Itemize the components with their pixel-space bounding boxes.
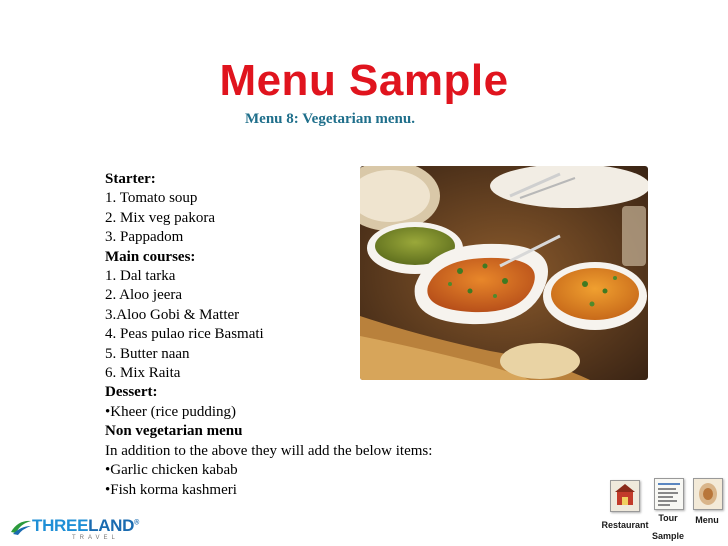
menu-item: 3. Pappadom	[105, 229, 184, 246]
menu-item: 6. Mix Raita	[105, 365, 181, 382]
dessert-heading: Dessert:	[105, 384, 158, 401]
food-photo-drawing	[360, 166, 648, 380]
logo-brand-three: THREE	[32, 516, 89, 535]
logo-trademark: ®	[134, 519, 139, 527]
menu-item: •Garlic chicken kabab	[105, 462, 238, 479]
logo-swoosh-icon	[10, 518, 32, 536]
food-photo	[360, 166, 648, 380]
menu-item: •Fish korma kashmeri	[105, 481, 237, 498]
menu-item: •Kheer (rice pudding)	[105, 403, 237, 420]
menu-item: 1. Tomato soup	[105, 190, 198, 207]
restaurant-thumbnail-icon[interactable]	[610, 480, 640, 512]
menu-item: 4. Peas pulao rice Basmati	[105, 326, 264, 343]
menu-item: 5. Butter naan	[105, 345, 190, 362]
menu-item: 2. Mix veg pakora	[105, 209, 215, 226]
tour-sample-thumbnail-drawing	[655, 479, 683, 509]
tour-link-line1[interactable]: Tour	[658, 513, 678, 523]
menu-item: 3.Aloo Gobi & Matter	[105, 306, 240, 323]
menu-item: 2. Aloo jeera	[105, 287, 183, 304]
starter-heading: Starter:	[105, 171, 156, 187]
restaurant-link[interactable]: Restaurant	[601, 520, 649, 530]
restaurant-thumbnail-drawing	[611, 481, 639, 511]
menu-link[interactable]: Menu	[695, 515, 719, 525]
logo-tagline: TRAVEL	[72, 535, 119, 541]
menu-thumbnail-icon[interactable]	[693, 478, 723, 510]
menu-thumbnail-drawing	[694, 479, 722, 509]
nonveg-intro: In addition to the above they will add the below items:	[105, 442, 433, 459]
nonveg-heading: Non vegetarian menu	[105, 423, 243, 440]
tour-sample-thumbnail-icon[interactable]	[654, 478, 684, 510]
logo-brand-land: LAND	[88, 516, 135, 535]
tour-link-line2[interactable]: Sample	[651, 531, 684, 541]
main-courses-heading: Main courses:	[105, 248, 196, 265]
page-subtitle: Menu 8: Vegetarian menu.	[245, 111, 415, 127]
page-title: Menu Sample	[219, 56, 509, 105]
threeland-logo	[10, 516, 140, 546]
menu-item: 1. Dal tarka	[105, 268, 176, 285]
